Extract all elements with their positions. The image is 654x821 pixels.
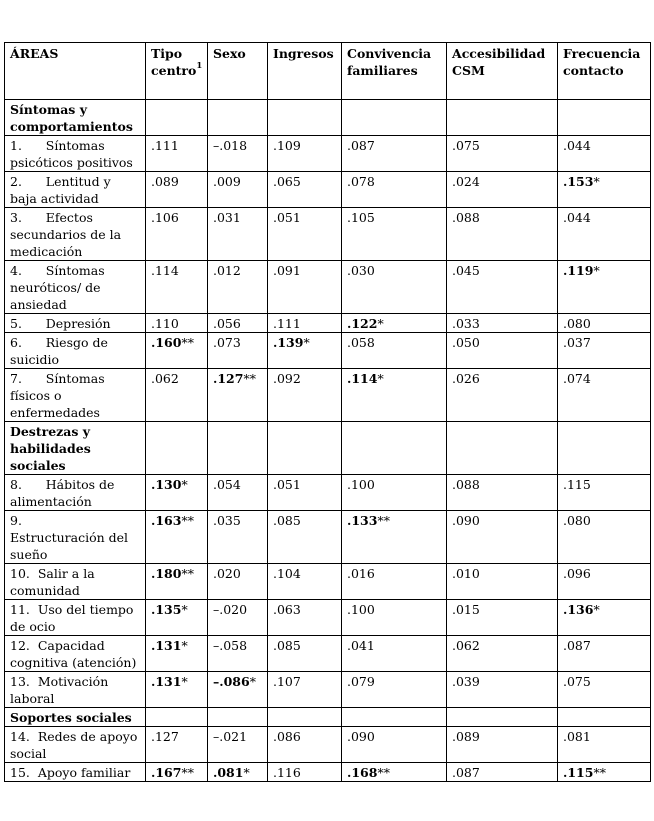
empty-cell xyxy=(342,100,447,136)
row-label: 14. Redes de apoyo social xyxy=(5,727,146,763)
row-label: 1. Síntomas psicóticos positivos xyxy=(5,136,146,172)
cell-value: .024 xyxy=(452,174,480,189)
empty-cell xyxy=(146,708,208,727)
section-row xyxy=(5,100,651,136)
cell-value: .081 xyxy=(563,729,591,744)
row-label: 7. Síntomas físicos o enfermedades xyxy=(5,369,146,422)
cell-value: .131 xyxy=(151,638,182,653)
cell-value: .031 xyxy=(213,210,241,225)
cell-value: .016 xyxy=(347,566,375,581)
significance-marker: ** xyxy=(181,335,194,350)
cell-value: .153 xyxy=(563,174,594,189)
significance-marker: * xyxy=(249,674,256,689)
empty-cell xyxy=(447,100,558,136)
cell-value: .116 xyxy=(273,765,301,780)
value-cell xyxy=(558,564,651,600)
value-cell xyxy=(342,600,447,636)
cell-value: .089 xyxy=(452,729,480,744)
cell-value: .015 xyxy=(452,602,480,617)
significance-marker: * xyxy=(593,174,600,189)
value-cell xyxy=(447,727,558,763)
table-row xyxy=(5,763,651,782)
cell-value: .109 xyxy=(273,138,301,153)
value-cell xyxy=(268,136,342,172)
cell-value: .051 xyxy=(273,210,301,225)
value-cell xyxy=(268,564,342,600)
value-cell xyxy=(268,333,342,369)
cell-value: .111 xyxy=(151,138,179,153)
cell-value: .088 xyxy=(452,477,480,492)
cell-value: .058 xyxy=(347,335,375,350)
significance-marker: ** xyxy=(243,371,256,386)
table-row xyxy=(5,727,651,763)
cell-value: .100 xyxy=(347,602,375,617)
section-row xyxy=(5,422,651,475)
significance-marker: * xyxy=(181,477,188,492)
cell-value: .089 xyxy=(151,174,179,189)
value-cell xyxy=(558,636,651,672)
header-areas: ÁREAS xyxy=(5,43,146,100)
value-cell xyxy=(342,636,447,672)
cell-value: .090 xyxy=(347,729,375,744)
value-cell xyxy=(146,369,208,422)
value-cell xyxy=(447,333,558,369)
cell-value: .012 xyxy=(213,263,241,278)
value-cell xyxy=(447,172,558,208)
table-row xyxy=(5,172,651,208)
cell-value: .065 xyxy=(273,174,301,189)
cell-value: .074 xyxy=(563,371,591,386)
cell-value: .090 xyxy=(452,513,480,528)
cell-value: .063 xyxy=(273,602,301,617)
significance-marker: * xyxy=(377,371,384,386)
cell-value: .119 xyxy=(563,263,594,278)
cell-value: .010 xyxy=(452,566,480,581)
value-cell xyxy=(208,136,268,172)
cell-value: .087 xyxy=(452,765,480,780)
value-cell xyxy=(342,136,447,172)
value-cell xyxy=(268,763,342,782)
value-cell xyxy=(146,261,208,314)
cell-value: –.018 xyxy=(213,138,248,153)
significance-marker: * xyxy=(243,765,250,780)
empty-cell xyxy=(558,708,651,727)
value-cell xyxy=(558,172,651,208)
value-cell xyxy=(146,600,208,636)
value-cell xyxy=(268,369,342,422)
cell-value: .096 xyxy=(563,566,591,581)
empty-cell xyxy=(208,708,268,727)
value-cell xyxy=(447,763,558,782)
cell-value: .044 xyxy=(563,210,591,225)
section-title: Síntomas y comportamientos xyxy=(5,100,146,136)
cell-value: .009 xyxy=(213,174,241,189)
cell-value: .168 xyxy=(347,765,378,780)
cell-value: .044 xyxy=(563,138,591,153)
cell-value: .033 xyxy=(452,316,480,331)
value-cell xyxy=(342,333,447,369)
header-accesibilidad: Accesibilidad CSM xyxy=(447,43,558,100)
cell-value: .079 xyxy=(347,674,375,689)
value-cell xyxy=(342,172,447,208)
value-cell xyxy=(146,511,208,564)
cell-value: .092 xyxy=(273,371,301,386)
table-body xyxy=(5,100,651,782)
cell-value: .026 xyxy=(452,371,480,386)
cell-value: .054 xyxy=(213,477,241,492)
value-cell xyxy=(146,672,208,708)
value-cell xyxy=(208,172,268,208)
table-row xyxy=(5,208,651,261)
value-cell xyxy=(208,261,268,314)
value-cell xyxy=(146,763,208,782)
row-label: 13. Motivación laboral xyxy=(5,672,146,708)
cell-value: .107 xyxy=(273,674,301,689)
cell-value: .030 xyxy=(347,263,375,278)
cell-value: .114 xyxy=(151,263,179,278)
value-cell xyxy=(208,208,268,261)
cell-value: –.021 xyxy=(213,729,248,744)
value-cell xyxy=(342,369,447,422)
table-row xyxy=(5,261,651,314)
cell-value: .133 xyxy=(347,513,378,528)
value-cell xyxy=(208,511,268,564)
value-cell xyxy=(558,136,651,172)
value-cell xyxy=(146,475,208,511)
cell-value: –.020 xyxy=(213,602,248,617)
header-sexo: Sexo xyxy=(208,43,268,100)
cell-value: .135 xyxy=(151,602,182,617)
value-cell xyxy=(447,208,558,261)
cell-value: .075 xyxy=(563,674,591,689)
cell-value: .100 xyxy=(347,477,375,492)
cell-value: .106 xyxy=(151,210,179,225)
value-cell xyxy=(268,727,342,763)
value-cell xyxy=(447,564,558,600)
cell-value: .056 xyxy=(213,316,241,331)
cell-value: .080 xyxy=(563,513,591,528)
significance-marker: * xyxy=(181,638,188,653)
value-cell xyxy=(146,727,208,763)
value-cell xyxy=(208,314,268,333)
significance-marker: ** xyxy=(181,513,194,528)
value-cell xyxy=(146,208,208,261)
value-cell xyxy=(146,314,208,333)
row-label: 3. Efectos secundarios de la medicación xyxy=(5,208,146,261)
empty-cell xyxy=(208,422,268,475)
cell-value: .114 xyxy=(347,371,378,386)
cell-value: .091 xyxy=(273,263,301,278)
value-cell xyxy=(447,600,558,636)
table-row xyxy=(5,600,651,636)
cell-value: .088 xyxy=(452,210,480,225)
value-cell xyxy=(342,511,447,564)
value-cell xyxy=(558,314,651,333)
cell-value: .139 xyxy=(273,335,304,350)
value-cell xyxy=(342,564,447,600)
header-row xyxy=(5,43,651,100)
cell-value: –.058 xyxy=(213,638,248,653)
value-cell xyxy=(558,369,651,422)
value-cell xyxy=(447,672,558,708)
table-row xyxy=(5,672,651,708)
cell-value: .131 xyxy=(151,674,182,689)
significance-marker: ** xyxy=(377,765,390,780)
cell-value: .087 xyxy=(347,138,375,153)
table-row xyxy=(5,369,651,422)
value-cell xyxy=(447,636,558,672)
table-row xyxy=(5,511,651,564)
table-row xyxy=(5,564,651,600)
value-cell xyxy=(447,261,558,314)
cell-value: .160 xyxy=(151,335,182,350)
empty-cell xyxy=(146,422,208,475)
significance-marker: ** xyxy=(181,566,194,581)
significance-marker: * xyxy=(181,674,188,689)
header-frecuencia: Frecuencia contacto xyxy=(558,43,651,100)
header-tipo-centro xyxy=(146,43,208,100)
header-ingresos: Ingresos xyxy=(268,43,342,100)
row-label: 5. Depresión xyxy=(5,314,146,333)
value-cell xyxy=(558,208,651,261)
value-cell xyxy=(447,314,558,333)
value-cell xyxy=(208,763,268,782)
section-title: Soportes sociales xyxy=(5,708,146,727)
table-row xyxy=(5,136,651,172)
cell-value: .020 xyxy=(213,566,241,581)
significance-marker: ** xyxy=(181,765,194,780)
header-convivencia: Convivencia familiares xyxy=(342,43,447,100)
cell-value: .086 xyxy=(273,729,301,744)
cell-value: .073 xyxy=(213,335,241,350)
row-label: 9. Estructuración del sueño xyxy=(5,511,146,564)
header-tipo-text: Tipo centro xyxy=(151,46,197,78)
table-row xyxy=(5,475,651,511)
value-cell xyxy=(342,208,447,261)
value-cell xyxy=(447,369,558,422)
cell-value: .035 xyxy=(213,513,241,528)
value-cell xyxy=(208,369,268,422)
value-cell xyxy=(342,672,447,708)
value-cell xyxy=(208,600,268,636)
value-cell xyxy=(268,511,342,564)
row-label: 8. Hábitos de alimentación xyxy=(5,475,146,511)
correlation-table xyxy=(4,42,651,782)
value-cell xyxy=(146,333,208,369)
row-label: 11. Uso del tiempo de ocio xyxy=(5,600,146,636)
row-label: 6. Riesgo de suicidio xyxy=(5,333,146,369)
cell-value: .075 xyxy=(452,138,480,153)
cell-value: .136 xyxy=(563,602,594,617)
value-cell xyxy=(558,261,651,314)
section-title: Destrezas y habilidades sociales xyxy=(5,422,146,475)
cell-value: .062 xyxy=(452,638,480,653)
row-label: 4. Síntomas neuróticos/ de ansiedad xyxy=(5,261,146,314)
row-label: 15. Apoyo familiar xyxy=(5,763,146,782)
significance-marker: ** xyxy=(377,513,390,528)
cell-value: .115 xyxy=(563,477,591,492)
cell-value: .115 xyxy=(563,765,594,780)
value-cell xyxy=(208,333,268,369)
value-cell xyxy=(558,511,651,564)
empty-cell xyxy=(268,422,342,475)
row-label: 2. Lentitud y baja actividad xyxy=(5,172,146,208)
cell-value: .080 xyxy=(563,316,591,331)
empty-cell xyxy=(447,422,558,475)
cell-value: .051 xyxy=(273,477,301,492)
significance-marker: ** xyxy=(593,765,606,780)
row-label: 10. Salir a la comunidad xyxy=(5,564,146,600)
value-cell xyxy=(342,314,447,333)
cell-value: .087 xyxy=(563,638,591,653)
value-cell xyxy=(268,475,342,511)
empty-cell xyxy=(447,708,558,727)
value-cell xyxy=(558,672,651,708)
cell-value: .130 xyxy=(151,477,182,492)
value-cell xyxy=(208,727,268,763)
value-cell xyxy=(447,511,558,564)
cell-value: .085 xyxy=(273,513,301,528)
value-cell xyxy=(268,172,342,208)
empty-cell xyxy=(342,708,447,727)
row-label: 12. Capacidad cognitiva (atención) xyxy=(5,636,146,672)
value-cell xyxy=(208,636,268,672)
table-row xyxy=(5,314,651,333)
value-cell xyxy=(342,261,447,314)
value-cell xyxy=(208,564,268,600)
value-cell xyxy=(268,314,342,333)
cell-value: .180 xyxy=(151,566,182,581)
significance-marker: * xyxy=(593,263,600,278)
cell-value: .039 xyxy=(452,674,480,689)
value-cell xyxy=(146,564,208,600)
value-cell xyxy=(268,261,342,314)
value-cell xyxy=(447,136,558,172)
cell-value: .127 xyxy=(213,371,244,386)
value-cell xyxy=(342,763,447,782)
value-cell xyxy=(268,636,342,672)
table-row xyxy=(5,636,651,672)
value-cell xyxy=(558,475,651,511)
value-cell xyxy=(268,208,342,261)
value-cell xyxy=(208,672,268,708)
cell-value: .050 xyxy=(452,335,480,350)
cell-value: .104 xyxy=(273,566,301,581)
empty-cell xyxy=(268,100,342,136)
cell-value: .085 xyxy=(273,638,301,653)
cell-value: .062 xyxy=(151,371,179,386)
empty-cell xyxy=(208,100,268,136)
cell-value: .110 xyxy=(151,316,179,331)
cell-value: .078 xyxy=(347,174,375,189)
empty-cell xyxy=(146,100,208,136)
cell-value: .127 xyxy=(151,729,179,744)
cell-value: .037 xyxy=(563,335,591,350)
value-cell xyxy=(342,475,447,511)
cell-value: .122 xyxy=(347,316,378,331)
value-cell xyxy=(558,333,651,369)
significance-marker: * xyxy=(593,602,600,617)
table-row xyxy=(5,333,651,369)
cell-value: .045 xyxy=(452,263,480,278)
section-row xyxy=(5,708,651,727)
cell-value: .081 xyxy=(213,765,244,780)
value-cell xyxy=(146,636,208,672)
significance-marker: * xyxy=(377,316,384,331)
cell-value: –.086 xyxy=(213,674,250,689)
value-cell xyxy=(146,136,208,172)
significance-marker: * xyxy=(303,335,310,350)
value-cell xyxy=(558,763,651,782)
value-cell xyxy=(268,600,342,636)
cell-value: .041 xyxy=(347,638,375,653)
value-cell xyxy=(208,475,268,511)
cell-value: .105 xyxy=(347,210,375,225)
cell-value: .163 xyxy=(151,513,182,528)
value-cell xyxy=(146,172,208,208)
value-cell xyxy=(558,727,651,763)
empty-cell xyxy=(558,422,651,475)
value-cell xyxy=(447,475,558,511)
cell-value: .167 xyxy=(151,765,182,780)
empty-cell xyxy=(268,708,342,727)
significance-marker: * xyxy=(181,602,188,617)
empty-cell xyxy=(342,422,447,475)
value-cell xyxy=(268,672,342,708)
header-tipo-footnote: 1 xyxy=(196,60,203,71)
empty-cell xyxy=(558,100,651,136)
value-cell xyxy=(342,727,447,763)
cell-value: .111 xyxy=(273,316,301,331)
value-cell xyxy=(558,600,651,636)
